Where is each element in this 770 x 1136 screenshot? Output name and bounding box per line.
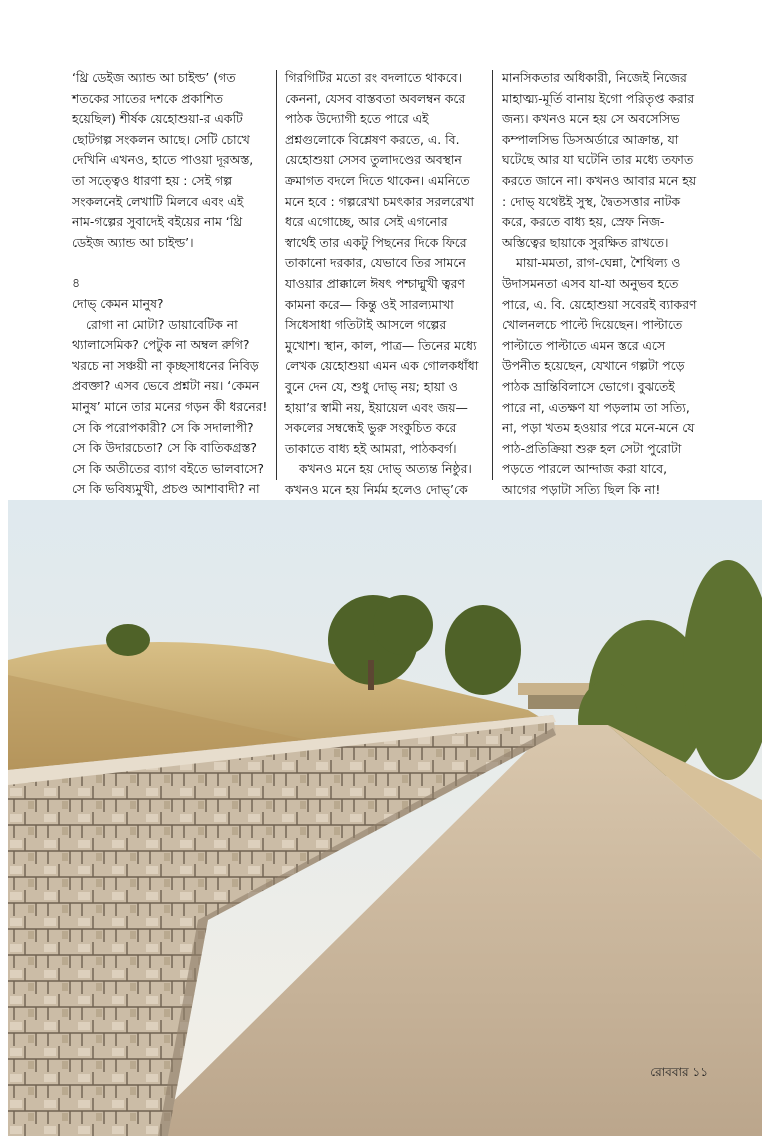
article-column-1 — [72, 68, 268, 562]
paragraph: রোগা না মোটা? ডায়াবেটিক না থ্যালাসেমিক? পেটুক না অম্বল রুগি? খরচে না সঞ্চয়ী না কৃচ্ছসাধনের নিবিড় প্রবক্তা? এসব ভেবে প্রশ্নটা নয়। ‘কেমন মানুষ’ মানে তার মনের গড়ন কী ধরনের! সে কি পরোপকারী? সে কি সদালাপী? সে কি উদারচেতা? সে কি বাতিকগ্রস্ত? সে কি অতীতের ব্যাগ বইতে ভালবাসে? সে কি ভবিষ্যমুখী, প্রচণ্ড আশাবাদী? না — [72, 316, 268, 497]
article-column-2 — [285, 68, 481, 562]
paragraph: মানসিকতার অধিকারী, নিজেই নিজের মাহাত্ম্য-মূর্তি বানায় ইগো পরিতৃপ্ত করার জন্য। কখনও মনে হয় সে অবসেসিভ কম্পালসিভ ডিসঅর্ডারে আক্রান্ত, যা ঘটেছে আর যা ঘটেনি তার মধ্যে তফাত করতে জানে না। কখনও আবার মনে হয় : দোভ্ যথেষ্টই সুস্থ, দ্বৈতসত্তার নাটক করে, করতে বাধ্য হয়, স্রেফ নিজ-অস্তিত্বের ছায়াকে সুরক্ষিত রাখতে। — [502, 70, 697, 250]
column-divider — [276, 70, 277, 480]
column-divider — [492, 70, 493, 480]
article-column-3 — [502, 68, 698, 562]
section-number: ৪ — [72, 275, 81, 291]
stone-wall-photo — [8, 500, 762, 1136]
paragraph: ‘থ্রি ডেইজ অ্যান্ড আ চাইল্ড’ (গত শতকের সাতের দশকে প্রকাশিত হয়েছিল) শীর্ষক য়েহোশুয়া-র একটি ছোটগল্প সংকলন আছে। সেটি চোখে দেখিনি এখনও, হাতে পাওয়া দূরঅস্ত, তা সত্ত্বেও ধারণা হয় : সেই গল্প সংকলনেই লেখাটি মিলবে এবং এই নাম-গল্পের সুবাদেই বইয়ের নাম ‘থ্রি ডেইজ অ্যান্ড আ চাইল্ড’। — [72, 70, 254, 250]
page-folio: রোববার ১১ — [650, 1065, 708, 1079]
paragraph: মায়া-মমতা, রাগ-ঘেন্না, শৈথিল্য ও উদাসমনতা এসব যা-যা অনুভব হতে পারে, এ. বি. য়েহোশুয়া সবেরই ব্যাকরণ খোলনলচে পাল্টে দিয়েছেন। পাল্টাতে পাল্টাতে পাল্টাতে এমন স্তরে এসে উপনীত হয়েছেন, যেখানে গল্পটা পড়ে পাঠক ভ্রান্তিবিলাসে ভোগে। বুঝতেই পারে না, এতক্ষণ যা পড়লাম তা সত্যি, না, পড়া খতম হওয়ার পরে মনে-মনে যে পাঠ-প্রতিক্রিয়া শুরু হল সেটা পুরোটা পড়তে পারলে আন্দাজ করা যাবে, আগের পড়াটা সত্যি ছিল কি না! — [502, 255, 697, 497]
paragraph: দোভ্ কেমন মানুষ? — [72, 295, 164, 311]
paragraph: গিরগিটির মতো রং বদলাতে থাকবে। কেননা, যেসব বাস্তবতা অবলম্বন করে পাঠক উদ্যোগী হতে পারে এই প্রশ্নগুলোকে বিশ্লেষণ করতে, এ. বি. য়েহোশুয়া সেসব তুলাদণ্ডের অবস্থান ক্রমাগত বদলে দিতে থাকেন। এমনিতে মনে হবে : গল্পরেখা চমৎকার সরলরেখা ধরে এগোচ্ছে, আর সেই এগনোর স্বার্থেই তার একটু পিছনের দিকে ফিরে তাকানো দরকার, যেভাবে তির সামনে যাওয়ার প্রাক্কালে ঈষৎ পশ্চাদ্মুখী ত্বরণ কামনা করে— কিন্তু ওই সারল্যমাখা সিধেসাধা গতিটাই আসলে গল্পের মুখোশ। স্থান, কাল, পাত্র— তিনের মধ্যে লেখক য়েহোশুয়া এমন এক গোলকধাঁধা বুনে দেন যে, শুধু দোভ্ নয়; হায়া ও হায়া’র স্বামী নয়, ইয়ায়েল এবং জয়— সকলের সম্বন্ধেই ভুরু সংকুচিত করে তাকাতে বাধ্য হই আমরা, পাঠকবর্গ। — [285, 70, 479, 456]
paragraph: কখনও মনে হয় দোভ্ অত্যন্ত নিষ্ঠুর। কখনও মনে হয় নির্মম হলেও দোভ্’কে — [285, 461, 472, 497]
